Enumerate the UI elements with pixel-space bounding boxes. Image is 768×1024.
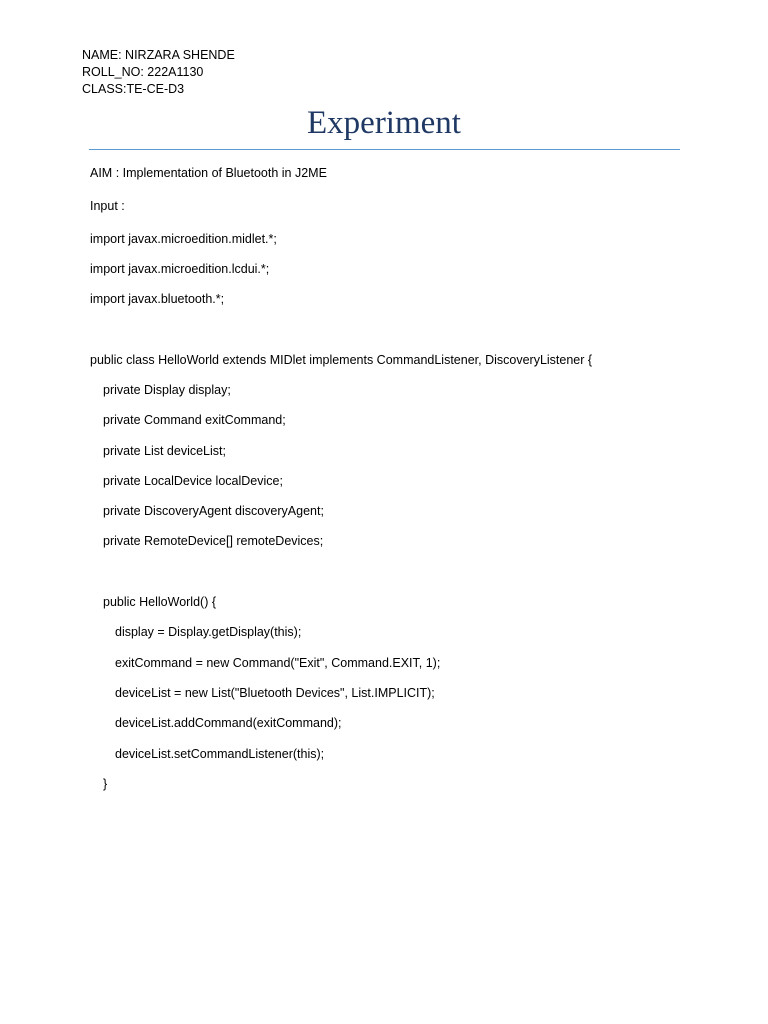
code-line: import javax.microedition.midlet.*; xyxy=(90,232,277,246)
code-line: private Display display; xyxy=(103,383,231,397)
code-line: deviceList.setCommandListener(this); xyxy=(115,747,325,761)
student-class: CLASS:TE-CE-D3 xyxy=(82,82,185,96)
document-title: Experiment xyxy=(307,105,461,141)
code-line: exitCommand = new Command("Exit", Command.EXIT, 1); xyxy=(115,656,441,670)
title-divider xyxy=(89,149,680,150)
code-line: display = Display.getDisplay(this); xyxy=(115,625,302,639)
code-line: public class HelloWorld extends MIDlet implements CommandListener, DiscoveryListener { xyxy=(90,353,593,367)
code-line: deviceList = new List("Bluetooth Devices", List.IMPLICIT); xyxy=(115,686,435,700)
code-line: public HelloWorld() { xyxy=(103,595,217,609)
input-label: Input : xyxy=(90,199,125,213)
code-line: private Command exitCommand; xyxy=(103,413,286,427)
aim-text: AIM : Implementation of Bluetooth in J2ME xyxy=(90,166,327,180)
code-line: deviceList.addCommand(exitCommand); xyxy=(115,716,342,730)
code-line: private List deviceList; xyxy=(103,444,226,458)
student-roll-no: ROLL_NO: 222A1130 xyxy=(82,65,204,79)
code-line: private LocalDevice localDevice; xyxy=(103,474,283,488)
student-info xyxy=(82,47,235,98)
student-name: NAME: NIRZARA SHENDE xyxy=(82,48,235,62)
code-line: private RemoteDevice[] remoteDevices; xyxy=(103,534,324,548)
code-line: private DiscoveryAgent discoveryAgent; xyxy=(103,504,324,518)
code-line: import javax.bluetooth.*; xyxy=(90,292,225,306)
code-line: } xyxy=(103,777,108,791)
code-line: import javax.microedition.lcdui.*; xyxy=(90,262,270,276)
